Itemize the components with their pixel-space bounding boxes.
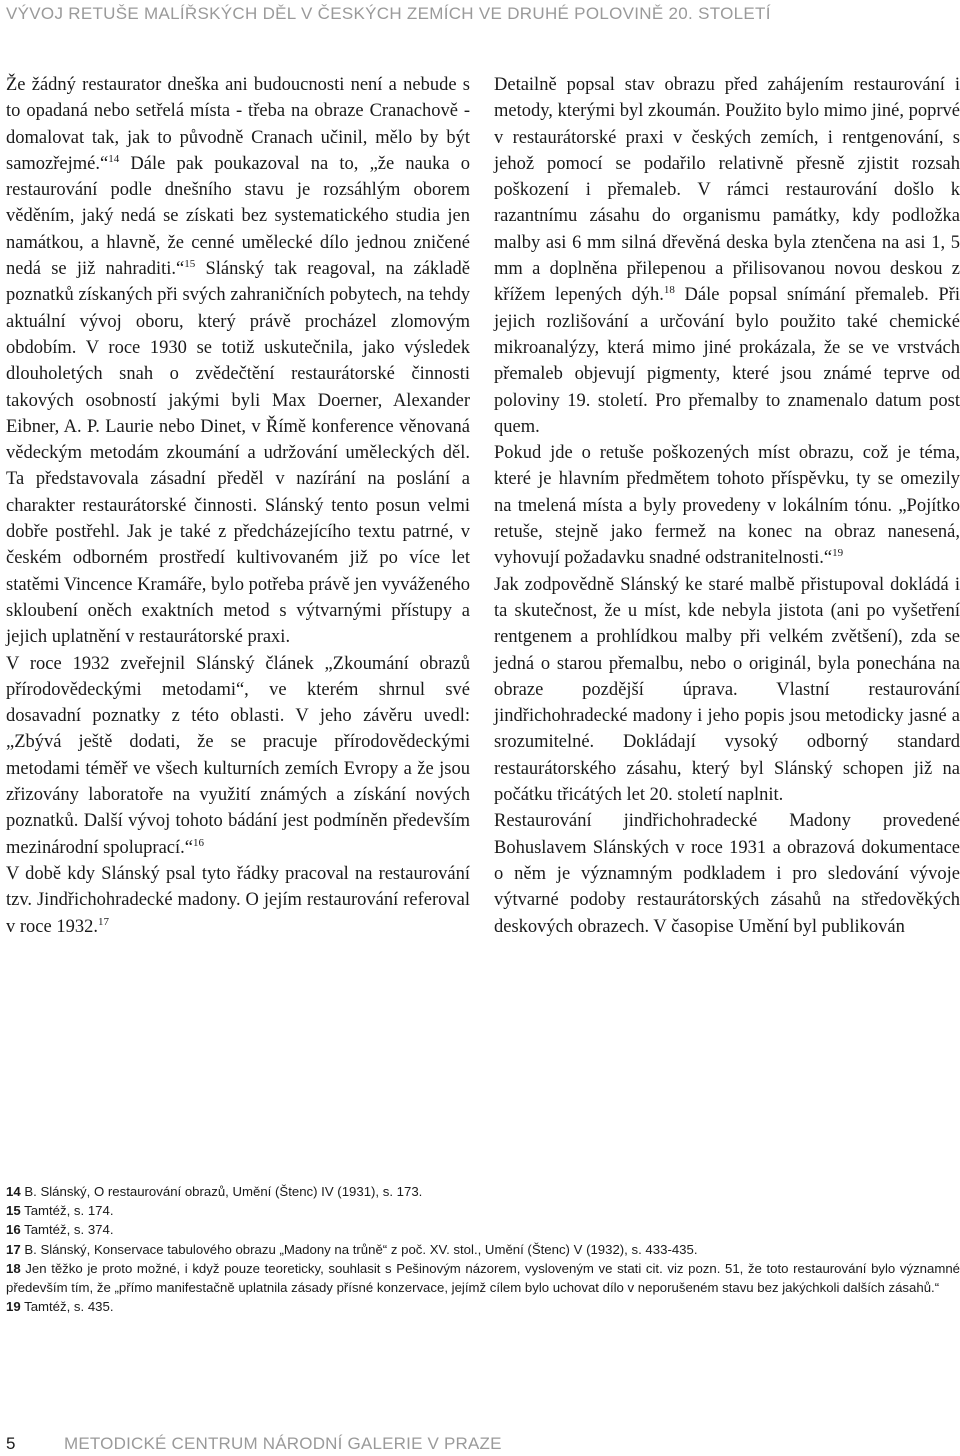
footnote-ref[interactable]: 14 [108, 152, 120, 165]
footer-institution: METODICKÉ CENTRUM NÁRODNÍ GALERIE V PRAZE [64, 1434, 502, 1453]
paragraph [494, 72, 960, 440]
footnote-number: 18 [6, 1260, 21, 1276]
text-run: Detailně popsal stav obrazu před zahájením restaurování i metody, kterými byl zkoumán. Použito bylo mimo jiné, poprvé v restaurátorské praxi v českých zemích, i rentgenování, s jehož pomocí se podařilo relativně přesně zjistit rozsah poškození i přemaleb. V rámci restaurování došlo k razantnímu zásahu do organismu památky, kdy podložka malby asi 6 mm silná dřevěná deska byla ztenčena na asi 1, 5 mm a doplněna přilepenou a přilisovanou novou deskou z křížem lepených dýh. [494, 75, 960, 306]
footnote-text: Jen těžko je proto možné, i když pouze teoreticky, souhlasit s Pešinovým názorem, vysloveným ve stati cit. viz pozn. 51, že toto restaurování bylo významné především tím, že „přímo manifestačně uplatnila zásady přísné konzervace, jejímž cílem bylo uchovat dílo v neporušeném stavu bez jakýchkoli dalších zásahů.“ [6, 1260, 960, 1296]
text-run: Že žádný restaurator dneška ani budoucnosti není a nebude s to opadaná nebo setřelá místa - třeba na obraze Cranachově - domalovat tak, jak to původně Cranach učinil, mělo by být samozřejmé.“ [6, 75, 470, 174]
footnote [6, 1182, 960, 1201]
footnote-ref[interactable]: 15 [184, 257, 196, 270]
footnote-number: 15 [6, 1203, 21, 1219]
paragraph: Restaurování jindřichohradecké Madony provedené Bohuslavem Slánských v roce 1931 a obrazová dokumentace o něm je významným podkladem i pro sledování vývoje výtvarné podoby restaurátorských zásahů na středověkých deskových obrazech. V časopise Umění byl publikován [494, 811, 960, 937]
paragraph: Jak zodpovědně Slánský ke staré malbě přistupoval dokládá i ta skutečnost, že u míst, kde nebyla jistota (ani po vyšetření rentgenem a prohlídkou malby při velkém zvětšení), zda se jedná o starou přemalbu, nebo o originál, byla ponechána na obraze pozdější úprava. Vlastní restaurování jindřichohradecké madony i jeho popis jsou metodicky jasné a srozumitelné. Dokládají vysoký odborný standard restaurátorského zásahu, který byl Slánský schopen již na počátku třicátých let 20. století naplnit. [494, 574, 960, 806]
footnote-number: 16 [6, 1222, 21, 1238]
paragraph [6, 651, 470, 861]
footnote-ref[interactable]: 17 [97, 915, 109, 928]
footnote-text: Tamtéž, s. 174. [20, 1203, 114, 1219]
footnote-ref[interactable]: 19 [832, 547, 844, 560]
footnote [6, 1297, 960, 1316]
paragraph [6, 72, 470, 651]
footnote-number: 19 [6, 1299, 21, 1315]
paragraph [494, 440, 960, 571]
page-number: 5 [6, 1434, 16, 1453]
footnote-ref[interactable]: 16 [193, 836, 204, 849]
footnotes [6, 1182, 960, 1316]
footnote-text: B. Slánský, Konservace tabulového obrazu „Madony na trůně“ z poč. XV. stol., Umění (Štenc) V (1932), s. 433-435. [20, 1241, 698, 1257]
right-column [494, 72, 960, 940]
text-run: V roce 1932 zveřejnil Slánský článek „Zkoumání obrazů přírodovědeckými metodami“, ve kterém shrnul své dosavadní poznatky z této oblasti. V jeho závěru uvedl: „Zbývá ještě dodati, že se pracuje přírodovědeckými metodami téměř ve všech kulturních zemích Evropy a že jsou zřizovány laboratoře na využití známých a získání nových poznatků. Další vývoj tohoto bádání jest podmíněn především mezinárodní spoluprací.“ [6, 653, 470, 858]
footnote-text: B. Slánský, O restaurování obrazů, Umění (Štenc) IV (1931), s. 173. [20, 1184, 423, 1199]
footnote [6, 1259, 960, 1297]
footnote [6, 1220, 960, 1239]
footnote-ref[interactable]: 18 [663, 284, 675, 297]
running-head: VÝVOJ RETUŠE MALÍŘSKÝCH DĚL V ČESKÝCH ZEMÍCH VE DRUHÉ POLOVINĚ 20. STOLETÍ [6, 4, 771, 23]
footnote-text: Tamtéž, s. 374. [20, 1222, 114, 1238]
text-run: Dále popsal snímání přemaleb. Při jejich rozlišování a určování bylo použito také chemické mikroanalýzy, která mimo jiné prokázala, že se ve vrstvách přemaleb objevují pigmenty, které jsou známé teprve od poloviny 19. století. Pro přemalby to znamenalo datum post quem. [494, 285, 960, 437]
footnote [6, 1240, 960, 1259]
page-footer [6, 1434, 956, 1454]
text-run: Slánský tak reagoval, na základě poznatků získaných při svých zahraničních pobytech, na tehdy aktuální vývoj oboru, který právě procházel zlomovým obdobím. V roce 1930 se totiž uskutečnila, jako výsledek dlouholetých snah o zvědečtění restaurátorské činnosti takových osobností jakými byli Max Doerner, Alexander Eibner, A. P. Laurie nebo Dinet, v Římě konference věnovaná vědeckým metodám zkoumání a udržování uměleckých děl. Ta představovala zásadní předěl v nazírání na poslání a charakter restaurátorské činnosti. Slánský tento posun velmi dobře postřehl. Jak je také z předcházejícího textu patrné, v českém odborném prostředí kultivovaném již po více let statěmi Vincence Kramáře, bylo potřeba právě jen vyváženého skloubení oněch exaktních metod s výtvarnými přístupy a jejich uplatnění v restaurátorské praxi. [6, 259, 470, 648]
footnote-number: 14 [6, 1184, 21, 1199]
text-run: V době kdy Slánský psal tyto řádky pracoval na restaurování tzv. Jindřichohradecké madony. O jejím restaurování referoval v roce 1932. [6, 863, 470, 937]
footnote-text: Tamtéž, s. 435. [20, 1299, 114, 1315]
left-column [6, 72, 470, 940]
paragraph [6, 861, 470, 940]
footnote-number: 17 [6, 1241, 21, 1257]
footnote [6, 1201, 960, 1220]
text-run: Dále pak poukazoval na to, „že nauka o restaurování podle dnešního stavu je rozsáhlým oborem věděním, jaký nedá se získati bez systematického studia jen namátkou, a hlavně, že cenné umělecké dílo jednou zničené nedá se již nahraditi.“ [6, 153, 470, 280]
text-run: Pokud jde o retuše poškozených míst obrazu, což je téma, které je hlavním předmětem tohoto příspěvku, ty se omezily na tmelená místa a byly provedeny v lokálním tónu. „Pojítko retuše, stejně jako fermež na konec na obraz nanesená, vyhovují požadavku snadné odstranitelnosti.“ [494, 443, 960, 569]
